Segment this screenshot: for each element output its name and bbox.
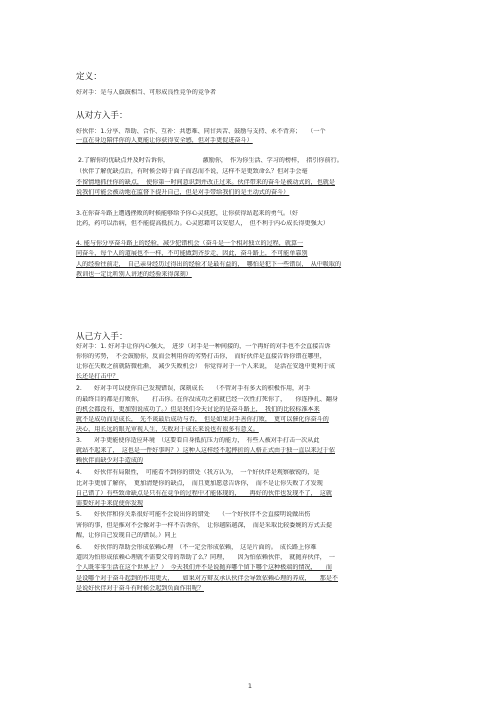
page-number: 1 — [247, 682, 253, 690]
sec-opp-line: 不留情地抓住你的缺点， 使你第一时间意识到并改正过来。伙伴带来的奋斗是被动式的，也就是 — [76, 179, 335, 186]
definition-text: 好对手：是与人旗鼓相当、可形成良性竞争的竞争者 — [76, 89, 217, 96]
sec-self-line: 就站不起来了， 这也是一件好事吗？）这种人这样经不起摔折的人格正式由于独一直以来过于依 — [76, 447, 335, 454]
sec-self-line: 4. 好伙伴有局限性， 可能看不到你的错处（我方认为， 一个好伙伴是观察敏锐的，是 — [76, 469, 320, 476]
sec-self-line: 需要好对手来促使你发现 — [76, 500, 144, 507]
sec-opp-line: 说我们可能会被动地在监督下提升自己，但是对手带给我们的是主动式的奋斗） — [76, 189, 290, 196]
sec-opp-line: 比药，药可以治病，但不能提高抵抗力。心灵慰藉可以安慰人， 但不利于内心成长得更强大） — [76, 220, 329, 227]
sec-self-line: 3. 对手更能使你适应环境 （这要看自身抵抗压力的能力， 有些人被对手打击一次从此 — [76, 437, 320, 444]
sec-opp-line: 同奋斗，每个人的道展也不一样，不可能做到齐步走，因此，奋斗路上，不可能单靠别 — [76, 250, 308, 257]
sec-self-line: 赖伙伴而缺少对手造成的 — [76, 457, 144, 464]
sec-self-line: 让你在失败之前就防微杜渐， 减少失败机会） 你觉得对于一个人来说， 是活在安逸中更利于成 — [76, 363, 335, 370]
sec-self-line: 6. 好伙伴的帮助会形成依赖心理 （不一定会形成依赖， 这是片面的。 成长路上你难 — [76, 544, 317, 551]
sec-opp-line: 4. 能与你分享奋斗路上的经验，减少犯错机会（奋斗是一个相对独立的过程，就算一 — [76, 240, 304, 247]
sec-self-line: 决心，用长远的眼光审视人生，失败对于成长来说也有很多有意义。 — [76, 426, 259, 433]
sec-self-line: 长还是打击中？ — [76, 373, 119, 380]
sec-self-line: 是说好伙伴对于奋斗有时候会起到负面作用呢？ — [76, 585, 204, 592]
sec-opp-line: 3.在你奋斗路上遭遇挫败的时候能够给予你心灵抚慰，让你获得站起来的勇气。（好 — [76, 210, 299, 217]
sec-self-line: 的机会都没有，更加别说成功了。）但是我们今天讨论的是奋斗路上， 我们的比较标准本来 — [76, 406, 320, 413]
sec-self-line: 的最终目的都是打败你， 打击你。在你没成功之前就已经一次性打死你了， 你连挣扎、翻身 — [76, 396, 339, 403]
sec-self-line: 5. 好伙伴和你关系很好可能不会说出你的错处 （一个好伙伴不会直接明说做出伤 — [76, 511, 311, 518]
sec-self-line: 醒，让你自己发现自己的错误。）同上 — [76, 532, 177, 539]
sec-self-line: 道因为怕形成依赖心理就不需要父母的帮助了么？同理， 因为怕依赖伙伴， 就抛弃伙伴， 一 — [76, 554, 335, 561]
sec-self-line: 是设哪个对于奋斗起到的作用更大， 如果对方辩友承认伙伴会导致依赖心理的养成， 那是不 — [76, 575, 339, 582]
sec-opp-line: 2.了解你的优缺点并及时告诉你， 激励你， 作为你生活、学习的榜样， 指引你前行。 — [78, 157, 343, 164]
sec-self-line: 2. 好对手可以使你自己发现错误，深刻成长 （不管对手有多大的积极作用，对手 — [76, 385, 311, 392]
section-opponent-heading: 从对方入手： — [76, 111, 128, 121]
definition-heading: 定义： — [76, 72, 102, 82]
section-self-heading: 从己方入手： — [76, 332, 128, 342]
sec-opp-line: 好伙伴：1.分享、帮助、合作、互补：共患难、同甘共苦、鼓励与支持、永不背弃； （一个 — [76, 128, 326, 135]
sec-opp-line: 人的经验往前走， 自己亲身经历过得出的经验才是最有益的， 哪怕是犯下一些错误， 从中吸取的 — [76, 261, 342, 268]
sec-self-line: 害你的事，但是推对不会像对手一样不告诉你， 让你越陷越深， 而是采取比较委婉的方式去提 — [76, 522, 332, 529]
sec-self-line: 个人既零零生活在这个世界上？） 今天我们并不是说抛弃哪个留下哪个这种极端的情况， 而 — [76, 564, 332, 571]
sec-self-line: 好对手：1. 好对手让你内心强大， 进步（对手是一种间接的，一个再好的对手也不会直接告诉 — [76, 343, 331, 350]
sec-opp-line: （伙伴了解优缺点后，有时候会碍于面子而忍而不说，这样不是更致命么？但对手会毫 — [76, 168, 308, 175]
sec-self-line: 自己错了）有些致命缺点是只有在竞争的过程中才能体现的， 再好的伙伴也发现不了， 这就 — [76, 490, 332, 497]
sec-self-line: 你你的劣势， 不会鼓励你，反而会利用你的劣势打击你， 而好伙伴是直接告诉你错在哪里， — [76, 353, 326, 360]
sec-self-line: 就不是成功而是成长， 先不谈最后成功与否， 但是如果对手善你打败， 更可以催化你奋斗的 — [76, 416, 329, 423]
sec-opp-line: 一直在身边陪伴你的人更能让你获得安全感，但对手更促进奋斗） — [76, 137, 253, 144]
sec-self-line: 比对手更加了解你， 更加清楚你的缺点， 而且更加愿意告诉你， 而不是让你失败了才发现 — [76, 480, 323, 487]
sec-opp-line: 教训也一定比听别人讲述的经验来得深刻） — [76, 271, 192, 278]
